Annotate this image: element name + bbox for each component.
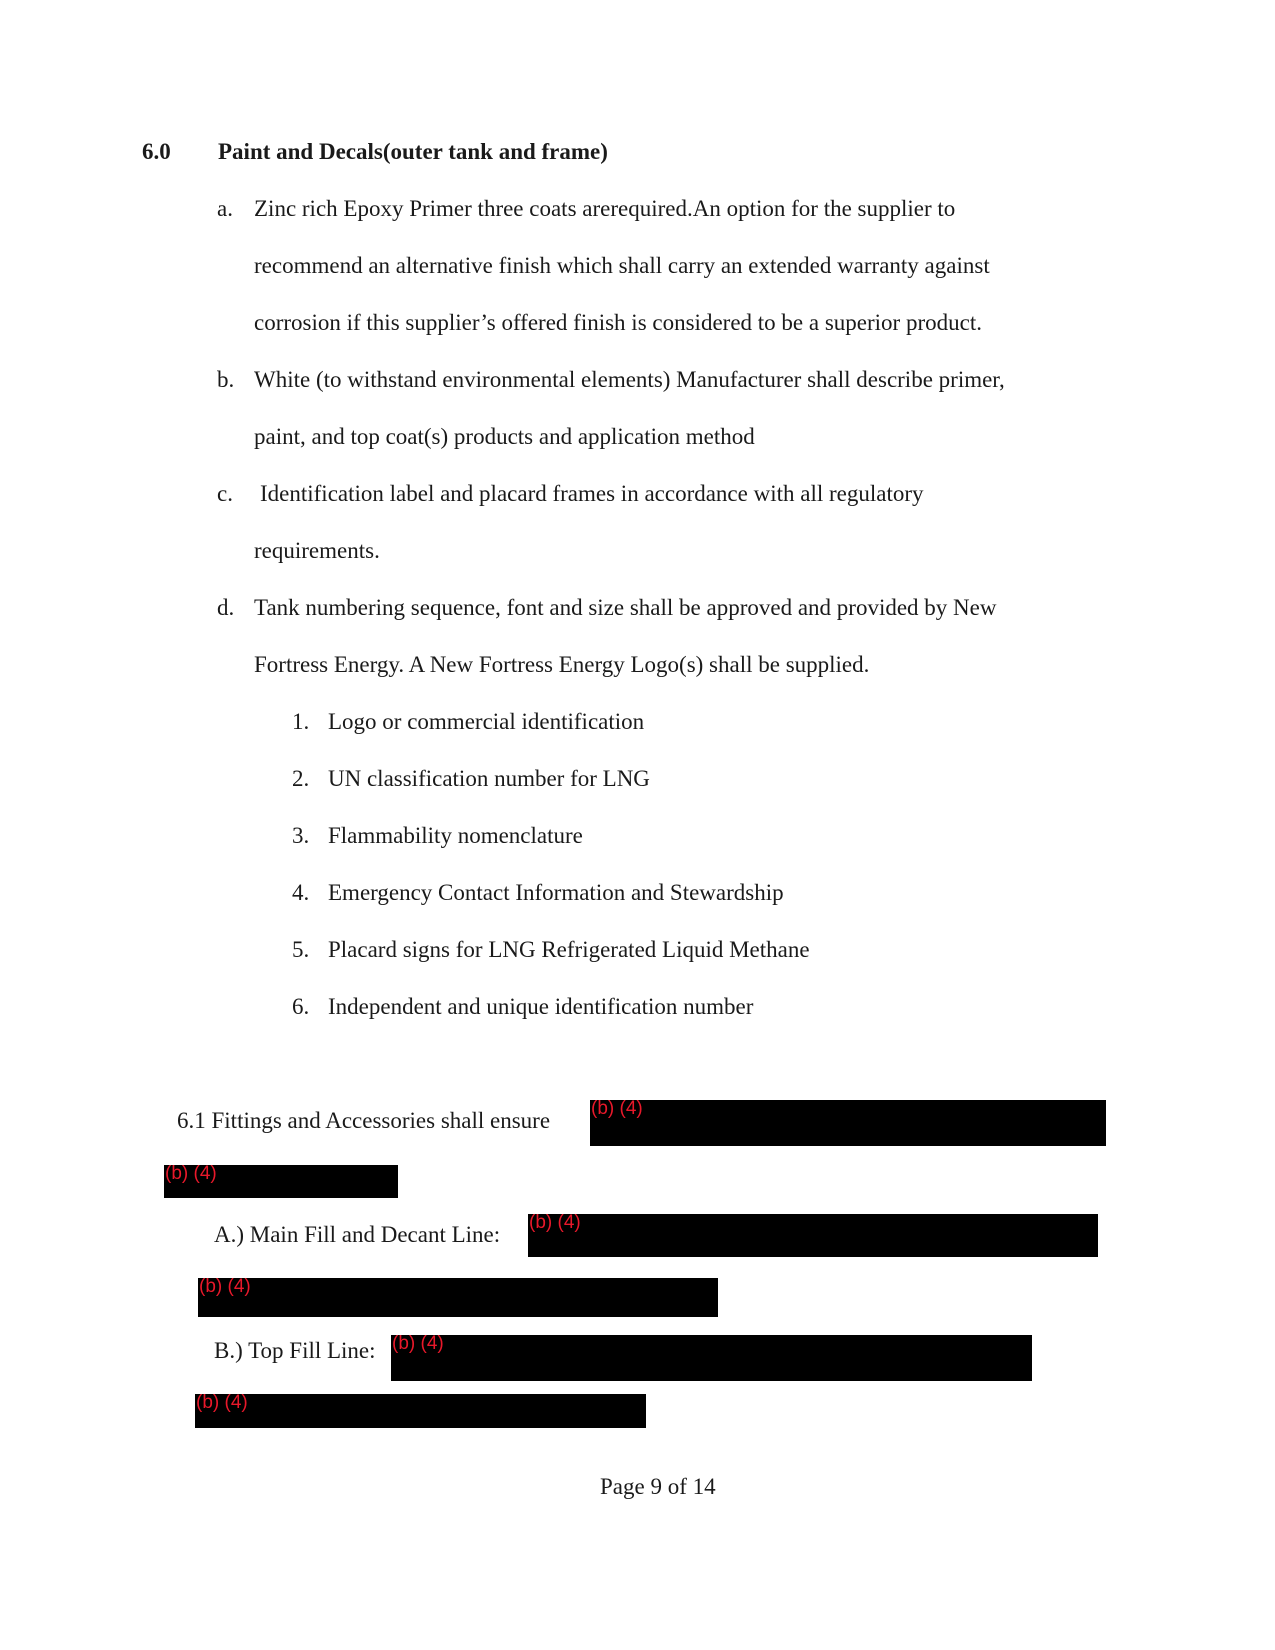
top-fill-label: B.) Top Fill Line:	[214, 1338, 376, 1363]
subitem-text-2: UN classification number for LNG	[328, 766, 650, 791]
item-a-line-2: recommend an alternative finish which shall carry an extended warranty against	[254, 253, 990, 278]
subitem-marker-6: 6.	[292, 994, 310, 1019]
subitem-marker-1: 1.	[292, 709, 310, 734]
item-b-line-2: paint, and top coat(s) products and application method	[254, 424, 755, 449]
subitem-text-5: Placard signs for LNG Refrigerated Liquid Methane	[328, 937, 810, 962]
page-number: Page 9 of 14	[600, 1474, 716, 1499]
redaction-box	[198, 1278, 718, 1317]
item-d-line-1: Tank numbering sequence, font and size shall be approved and provided by New	[254, 595, 997, 620]
list-marker-d: d.	[217, 595, 235, 620]
redaction-box	[164, 1165, 398, 1198]
subitem-marker-4: 4.	[292, 880, 310, 905]
subitem-text-3: Flammability nomenclature	[328, 823, 583, 848]
redaction-code: (b) (4)	[165, 1163, 217, 1184]
item-c-line-1: Identification label and placard frames in accordance with all regulatory	[260, 481, 924, 506]
subitem-text-6: Independent and unique identification number	[328, 994, 754, 1019]
section-number: 6.0	[142, 139, 171, 164]
redaction-box	[590, 1100, 1106, 1146]
redaction-code: (b) (4)	[591, 1098, 643, 1119]
main-fill-label: A.) Main Fill and Decant Line:	[214, 1222, 501, 1247]
subitem-text-1: Logo or commercial identification	[328, 709, 645, 734]
redaction-code: (b) (4)	[196, 1392, 248, 1413]
redaction-box	[195, 1394, 646, 1428]
item-d-line-2: Fortress Energy. A New Fortress Energy Logo(s) shall be supplied.	[254, 652, 870, 677]
subitem-marker-3: 3.	[292, 823, 310, 848]
list-marker-b: b.	[217, 367, 235, 392]
redaction-box	[528, 1214, 1098, 1257]
subitem-marker-2: 2.	[292, 766, 310, 791]
redaction-code: (b) (4)	[199, 1276, 251, 1297]
item-c-line-2: requirements.	[254, 538, 380, 563]
section-title: Paint and Decals(outer tank and frame)	[218, 139, 608, 164]
item-a-line-3: corrosion if this supplier’s offered finish is considered to be a superior product.	[254, 310, 982, 335]
redaction-box	[391, 1335, 1032, 1381]
item-b-line-1: White (to withstand environmental elements) Manufacturer shall describe primer,	[254, 367, 1005, 392]
item-a-line-1: Zinc rich Epoxy Primer three coats arerequired.An option for the supplier to	[254, 196, 956, 221]
subitem-text-4: Emergency Contact Information and Stewardship	[328, 880, 784, 905]
list-marker-a: a.	[217, 196, 233, 221]
redaction-code: (b) (4)	[392, 1333, 444, 1354]
redaction-code: (b) (4)	[529, 1212, 581, 1233]
subitem-marker-5: 5.	[292, 937, 310, 962]
list-marker-c: c.	[217, 481, 233, 506]
section-6-1-intro: 6.1 Fittings and Accessories shall ensure	[177, 1108, 551, 1133]
